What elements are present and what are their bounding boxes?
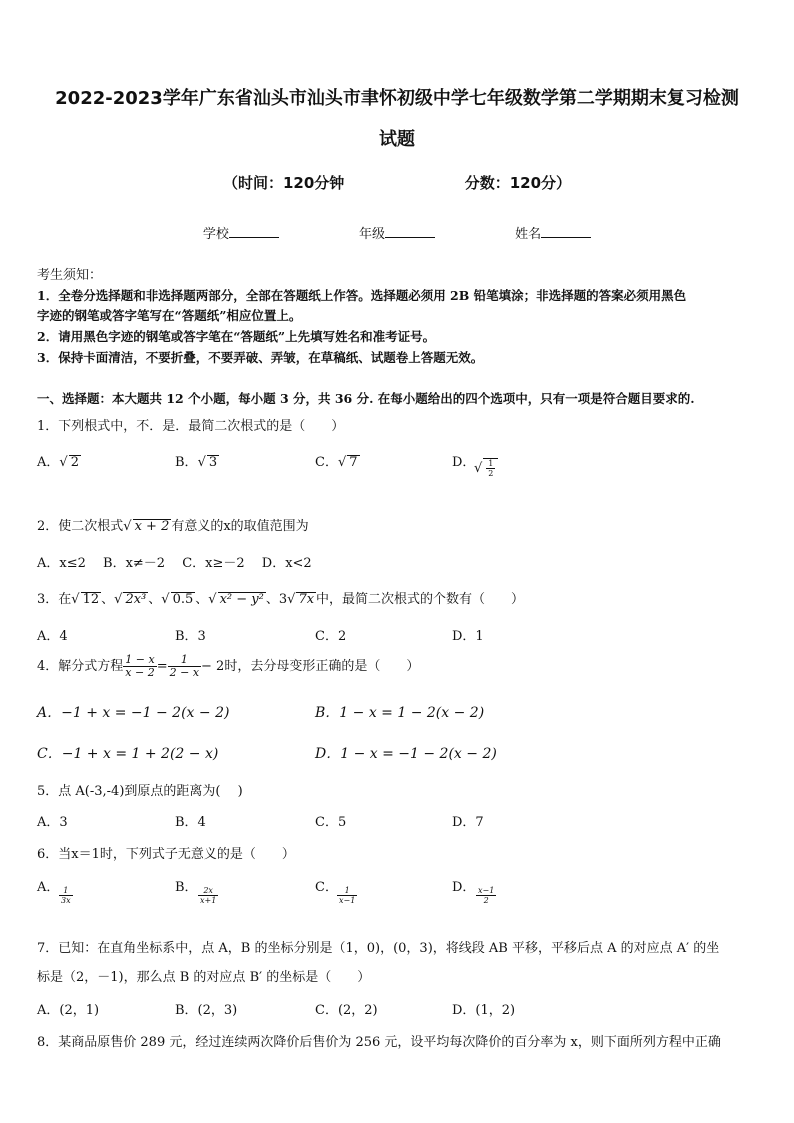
q6-option-c-expr: $\frac{1}{x-1}$ [339,886,356,905]
q5-option-a[interactable]: A．3 [37,815,68,830]
name-field[interactable]: 姓名 [515,223,591,242]
student-fields [0,223,794,242]
q6-option-b-expr: $\frac{2x}{x+1}$ [200,886,217,905]
exam-info [0,172,794,193]
q6-option-b[interactable]: B． [175,880,198,895]
q4-option-c[interactable]: C．−1 + x = 1 + 2(2 − x) [37,746,219,762]
q5-option-b[interactable]: B．4 [175,815,206,830]
q1-option-d-radical: √ $\frac{1}{2}$ [474,458,498,478]
exam-score: 分数：120分） [464,174,572,192]
q4-option-d[interactable]: D．1 − x = −1 − 2(x − 2) [315,746,497,762]
q3-option-d[interactable]: D．1 [452,629,484,644]
q8-stem-line1: 8．某商品原售价 289 元，经过连续两次降价后售价为 256 元，设平均每次降价的百分率为 x，则下面所列方程中正确 [37,1035,721,1050]
q7-option-b[interactable]: B．(2，3) [175,1003,238,1018]
q5-option-c[interactable]: C．5 [315,815,347,830]
q3-stem: 3．在√ 12 、√ 2x³ 、√ 0.5 、√ x² − y² 、3√ 7x 中，最简二次根式的个数有（ ） [37,592,525,607]
q1-option-c[interactable]: C．√ 7 [315,455,358,470]
q6-option-c[interactable]: C． [315,880,338,895]
notice-item-2: 2．请用黑色字迹的钢笔或答字笔在“答题纸”上先填写姓名和准考证号。 [37,329,436,344]
q6-option-d-expr: $\frac{x-1}{2}$ [478,886,495,905]
q7-option-d[interactable]: D．(1，2) [452,1003,516,1018]
q1-option-d[interactable]: D． [452,455,476,470]
notice-item-1b: 字迹的钢笔或答字笔写在“答题纸”相应位置上。 [37,308,302,323]
q1-option-a[interactable]: A．√ 2 [37,455,79,470]
q4-option-a[interactable]: A．−1 + x = −1 − 2(x − 2) [37,705,230,721]
grade-field[interactable]: 年级 [359,223,435,242]
q3-option-a[interactable]: A．4 [37,629,68,644]
q4-option-b[interactable]: B．1 − x = 1 − 2(x − 2) [315,705,485,721]
q1-stem: 1．下列根式中，不．是．最简二次根式的是（ ） [37,419,345,434]
notice-heading: 考生须知： [37,268,103,283]
q7-stem-line2: 标是（2，－1)，那么点 B 的对应点 B′ 的坐标是（ ） [37,970,371,985]
q7-option-c[interactable]: C．(2，2) [315,1003,378,1018]
q7-stem-line1: 7．已知：在直角坐标系中，点 A，B 的坐标分别是（1，0)，(0，3)，将线段 AB 平移，平移后点 A 的对应点 A′ 的坐 [37,941,720,956]
q6-option-a[interactable]: A． [37,880,60,895]
q6-option-d[interactable]: D． [452,880,476,895]
exam-title-line2: 试题 [379,129,415,150]
q7-option-a[interactable]: A．(2，1) [37,1003,100,1018]
q5-option-d[interactable]: D．7 [452,815,484,830]
school-field[interactable]: 学校 [203,223,279,242]
notice-item-1a: 1．全卷分选择题和非选择题两部分，全部在答题纸上作答。选择题必须用 2B 铅笔填涂；非选择题的答案必须用黑色 [37,288,687,303]
q5-stem: 5．点 A(-3,-4)到原点的距离为( ) [37,784,243,799]
notice-item-3: 3．保持卡面清洁，不要折叠，不要弄破、弄皱，在草稿纸、试题卷上答题无效。 [37,350,484,365]
q3-option-c[interactable]: C．2 [315,629,347,644]
q6-option-a-expr: $\frac{1}{3x}$ [61,886,71,905]
q2-options[interactable]: A．x≤2 B．x≠－2 C．x≥－2 D．x<2 [37,556,312,571]
q1-option-b[interactable]: B．√ 3 [175,455,218,470]
section-1-heading: 一、选择题：本大题共 12 个小题，每小题 3 分，共 36 分. 在每小题给出的四个选项中，只有一项是符合题目要求的. [37,391,695,406]
q2-stem: 2．使二次根式√ x + 2 有意义的x的取值范围为 [37,519,309,534]
q6-stem: 6．当x＝1时，下列式子无意义的是（ ） [37,847,295,862]
q3-option-b[interactable]: B．3 [175,629,206,644]
q4-stem: 4．解分式方程 $\frac{1 - x}{x - 2}$ = $\frac{1}{2 - x}$ − 2时，去分母变形正确的是（ ） [37,653,420,679]
exam-title-line1: 2022-2023学年广东省汕头市汕头市聿怀初级中学七年级数学第二学期期末复习检测 [55,88,739,109]
exam-time: （时间：120分钟 [222,174,345,192]
